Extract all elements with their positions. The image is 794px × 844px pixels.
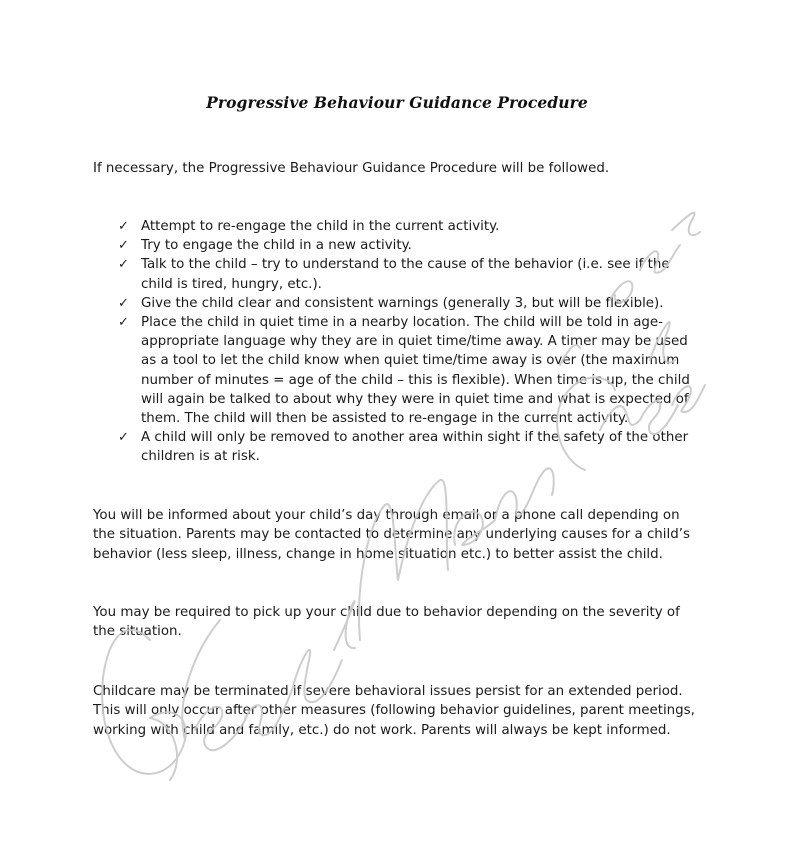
check-icon: ✓ [118,295,129,311]
document-title: Progressive Behaviour Guidance Procedure [206,93,588,112]
checklist-item [118,294,703,313]
pickup-paragraph: You may be required to pick up your child due to behavior depending on the severity of the situation. [93,605,680,640]
termination-paragraph: Childcare may be terminated if severe behavioral issues persist for an extended period. This will only occur after other measures (following behavior guidelines, parent meetings, working with child and family, etc.) do not work. Parents will always be kept informed. [93,684,695,738]
check-icon: ✓ [118,257,129,273]
checklist-item-text: Give the child clear and consistent warnings (generally 3, but will be flexible). [141,295,664,311]
procedure-checklist [118,217,703,467]
checklist-item-text: Attempt to re-engage the child in the current activity. [141,219,500,234]
checklist-item [118,313,703,428]
check-icon: ✓ [118,219,129,234]
check-icon: ✓ [118,315,129,331]
checklist-item [118,236,703,255]
check-icon: ✓ [118,430,129,446]
checklist-item-text: Talk to the child – try to understand to the cause of the behavior (i.e. see if the child is tired, hungry, etc.). [141,257,670,292]
intro-paragraph: If necessary, the Progressive Behaviour Guidance Procedure will be followed. [93,161,610,176]
checklist-item-text: A child will only be removed to another area within sight if the safety of the other children is at risk. [141,430,689,465]
checklist-item [118,255,703,293]
checklist-item [118,217,703,236]
checklist-item [118,428,703,466]
check-icon: ✓ [118,238,129,254]
checklist-item-text: Try to engage the child in a new activity. [141,238,412,254]
checklist-item-text: Place the child in quiet time in a nearby location. The child will be told in age-appropriate language why they are in quiet time/time away. A timer may be used as a tool to let the child know when quiet time/time away is over (the maximum number of minutes = age of the child – this is flexible). When time is up, the child will again be talked to about why they were in quiet time and what is expected of them. The child will then be assisted to re-engage in the current activity. [141,315,690,427]
info-paragraph: You will be informed about your child’s day through email or a phone call depending on the situation. Parents may be contacted to determine any underlying causes for a child’s behavior (less sleep, illness, change in home situation etc.) to better assist the child. [93,508,690,562]
